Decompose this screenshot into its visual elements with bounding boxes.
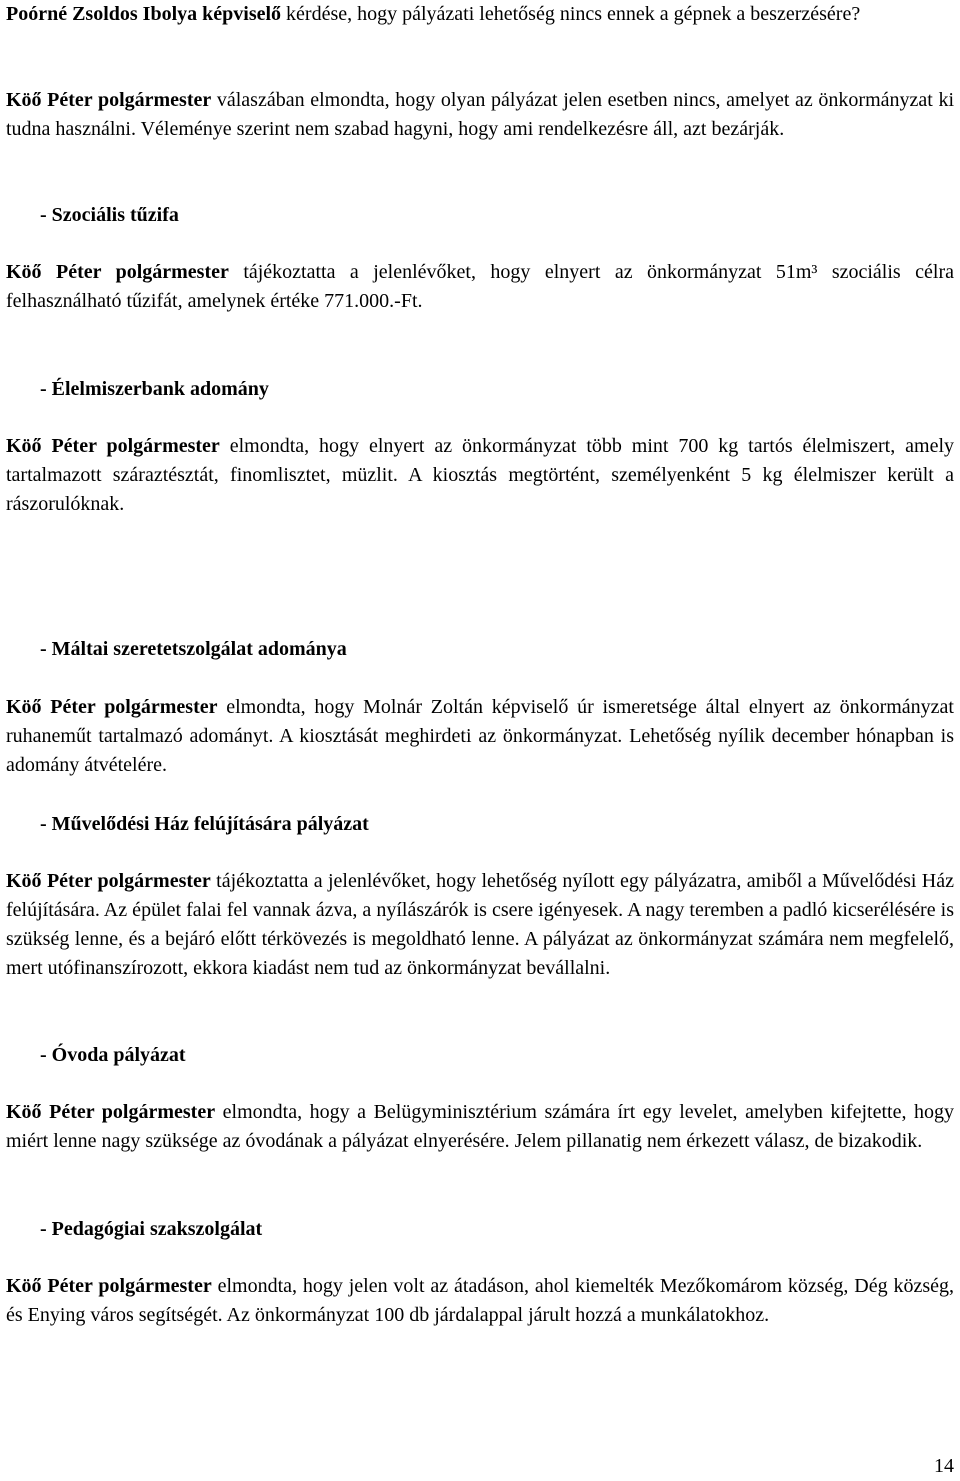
paragraph-question bbox=[6, 0, 954, 29]
section-heading-muvelodesi-haz: - Művelődési Ház felújítására pályázat bbox=[40, 813, 369, 835]
section-heading-elelmiszerbank: - Élelmiszerbank adomány bbox=[40, 378, 269, 400]
paragraph-text: tájékoztatta a jelenlévőket, hogy elnyert az önkormányzat 51m³ szociális célra felhasználható tűzifát, amelynek értéke 771.000.-Ft. bbox=[6, 261, 954, 312]
speaker-name: Köő Péter polgármester bbox=[6, 1275, 212, 1297]
paragraph-text: elmondta, hogy Molnár Zoltán képviselő úr ismeretsége által elnyert az önkormányzat ruhaneműt tartalmazó adományt. A kiosztását meghirdeti az önkormányzat. Lehetőség nyílik december hónapban is adomány átvételére. bbox=[6, 696, 954, 776]
paragraph-text: elmondta, hogy a Belügyminisztérium számára írt egy levelet, amelyben kifejtette, hogy miért lenne nagy szüksége az óvodának a pályázat elnyerésére. Jelem pillanatig nem érkezett válasz, de bizakodik. bbox=[6, 1101, 954, 1152]
speaker-name: Köő Péter polgármester bbox=[6, 870, 211, 892]
page-number: 14 bbox=[934, 1455, 954, 1477]
speaker-name: Köő Péter polgármester bbox=[6, 1101, 216, 1123]
paragraph-tuzifa bbox=[6, 258, 954, 316]
paragraph-maltai bbox=[6, 693, 954, 780]
section-heading-ovoda: - Óvoda pályázat bbox=[40, 1044, 186, 1066]
speaker-name: Köő Péter polgármester bbox=[6, 435, 220, 457]
paragraph-text: válaszában elmondta, hogy olyan pályázat jelen esetben nincs, amelyet az önkormányzat ki tudna használni. Véleménye szerint nem szabad hagyni, hogy ami rendelkezésre áll, azt bezárják. bbox=[6, 89, 954, 140]
speaker-name: Köő Péter polgármester bbox=[6, 696, 218, 718]
paragraph-text: tájékoztatta a jelenlévőket, hogy lehetőség nyílott egy pályázatra, amiből a Művelődési Ház felújítására. Az épület falai fel vannak ázva, a nyílászárók is csere igényesek. A nagy teremben a padló kicserélésére is szükség lenne, és a bejáró előtt térkövezés is megoldható lenne. A pályázat az önkormányzat számára nem megfelelő, mert utófinanszírozott, ekkora kiadást nem tud az önkormányzat bevállalni. bbox=[6, 870, 954, 979]
paragraph-answer bbox=[6, 86, 954, 144]
paragraph-elelmiszerbank bbox=[6, 432, 954, 519]
paragraph-text: elmondta, hogy jelen volt az átadáson, ahol kiemelték Mezőkomárom község, Dég község, és Enying város segítségét. Az önkormányzat 100 db járdalappal járult hozzá a munkálatokhoz. bbox=[6, 1275, 954, 1326]
paragraph-text: elmondta, hogy elnyert az önkormányzat több mint 700 kg tartós élelmiszert, amely tartalmazott száraztésztát, finomlisztet, müzlit. A kiosztás megtörtént, személyenként 5 kg élelmiszer került a rászorulóknak. bbox=[6, 435, 955, 515]
paragraph-pedagogiai bbox=[6, 1272, 954, 1330]
speaker-name: Köő Péter polgármester bbox=[6, 261, 229, 283]
speaker-name: Poórné Zsoldos Ibolya képviselő bbox=[6, 3, 282, 25]
section-heading-pedagogiai: - Pedagógiai szakszolgálat bbox=[40, 1218, 263, 1240]
section-heading-tuzifa: - Szociális tűzifa bbox=[40, 204, 179, 226]
paragraph-muvelodesi-haz bbox=[6, 867, 954, 983]
section-heading-maltai: - Máltai szeretetszolgálat adománya bbox=[40, 638, 347, 660]
paragraph-ovoda bbox=[6, 1098, 954, 1156]
speaker-name: Köő Péter polgármester bbox=[6, 89, 212, 111]
paragraph-text: kérdése, hogy pályázati lehetőség nincs ennek a gépnek a beszerzésére? bbox=[281, 3, 861, 25]
